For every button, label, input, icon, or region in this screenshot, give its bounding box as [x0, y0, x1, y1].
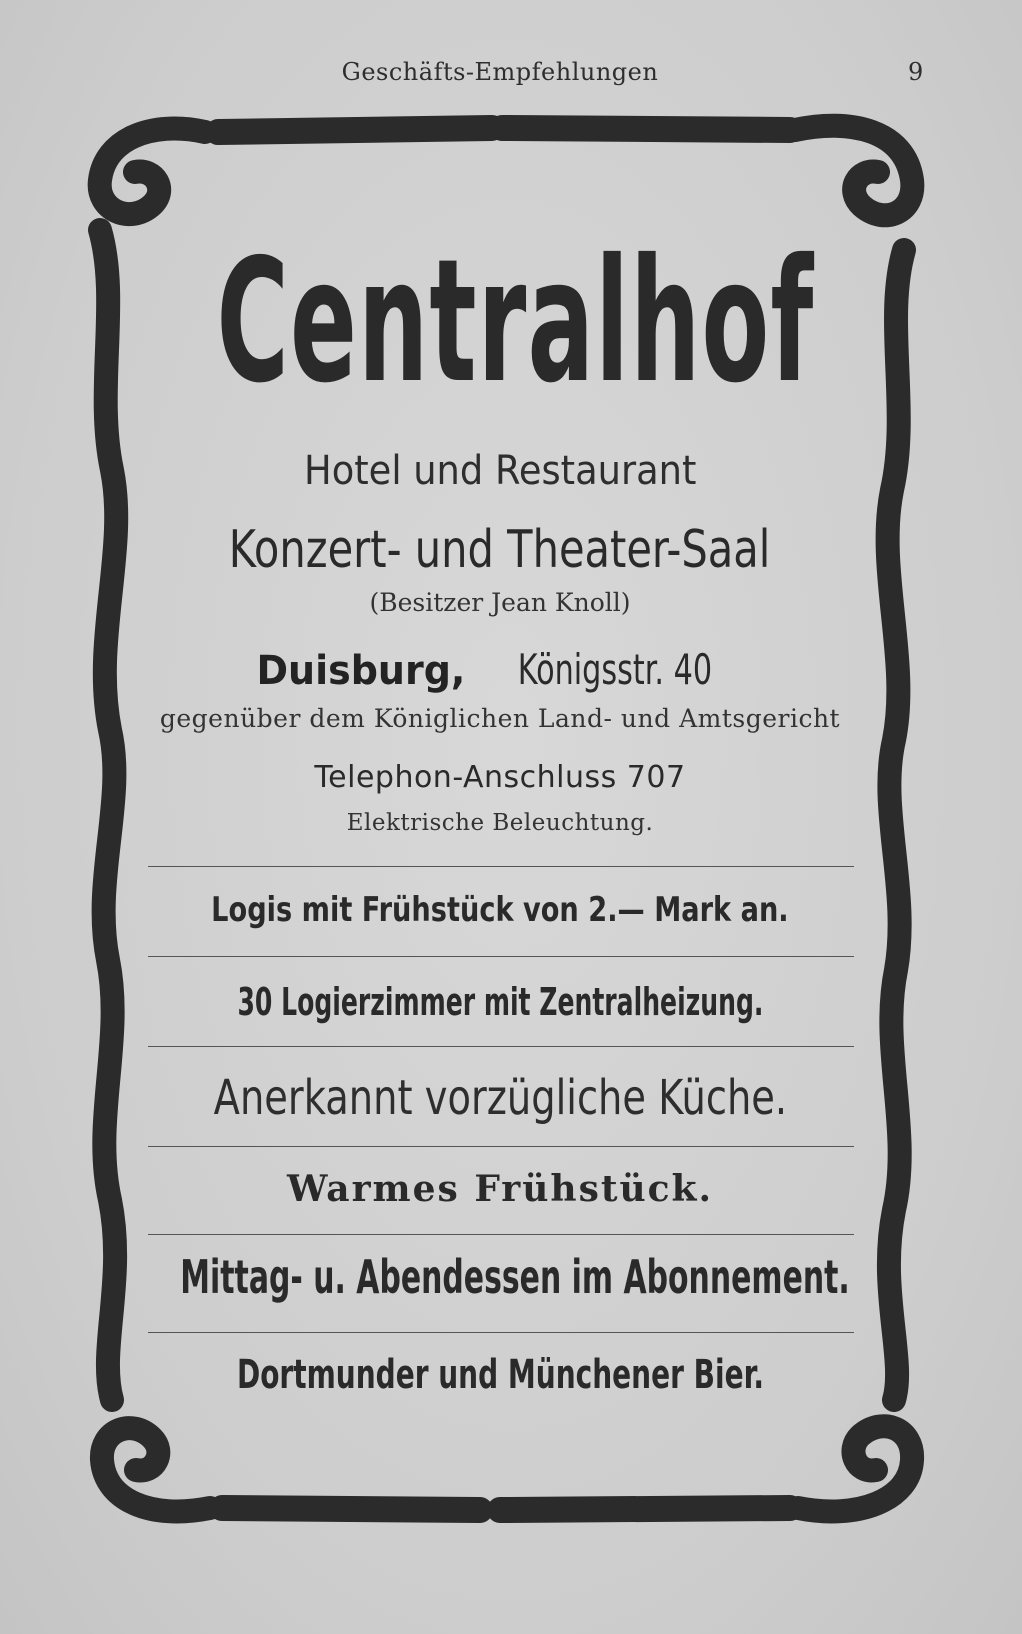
city-name: Duisburg, — [256, 648, 465, 694]
divider-rule — [148, 866, 854, 867]
offer-line — [0, 980, 1000, 1024]
location-note: gegenüber dem Königlichen Land- und Amtsgericht — [159, 704, 841, 733]
hotel-subtitle — [0, 448, 1000, 494]
offer-line — [0, 1070, 1000, 1126]
hotel-name — [0, 222, 1000, 422]
owner-line: (Besitzer Jean Knoll) — [369, 588, 631, 617]
lighting-note: Elektrische Beleuchtung. — [346, 810, 654, 836]
offer-line — [0, 1250, 1000, 1304]
offer-line — [0, 1168, 1000, 1210]
hotel-subtitle-text: Hotel und Restaurant — [303, 448, 697, 494]
hall-heading — [0, 520, 1000, 580]
frame-bottom-bar-right — [500, 1508, 790, 1510]
frame-scroll-bottom-left — [102, 1428, 210, 1511]
page-number: 9 — [908, 58, 924, 86]
offer-line — [0, 1352, 1000, 1398]
street-address: Königsstr. 40 — [517, 645, 712, 694]
offer-text: Logis mit Frühstück von 2.— Mark an. — [211, 890, 789, 930]
address-line — [0, 645, 1000, 705]
offer-text: Mittag- u. Abendessen im Abonnement. — [180, 1250, 850, 1304]
divider-rule — [148, 956, 854, 957]
divider-rule — [148, 1046, 854, 1047]
hotel-name-text: Centralhof — [216, 223, 815, 421]
offer-text: Dortmunder und Münchener Bier. — [236, 1352, 764, 1398]
offer-text: Anerkannt vorzügliche Küche. — [213, 1070, 787, 1126]
frame-scroll-bottom-right — [798, 1426, 912, 1511]
frame-scroll-top-right — [795, 126, 912, 216]
hall-heading-text: Konzert- und Theater-Saal — [229, 520, 771, 580]
telephone-line: Telephon-Anschluss 707 — [314, 760, 686, 795]
running-title: Geschäfts-Empfehlungen — [341, 58, 659, 86]
frame-bottom-bar-left — [222, 1508, 480, 1510]
divider-rule — [148, 1332, 854, 1333]
offer-line — [0, 890, 1000, 930]
frame-scroll-top-left — [100, 129, 205, 215]
divider-rule — [148, 1146, 854, 1147]
frame-top-bar-right — [502, 128, 790, 130]
offer-text: Warmes Frühstück. — [286, 1168, 714, 1210]
offer-text: 30 Logierzimmer mit Zentralheizung. — [237, 980, 763, 1024]
divider-rule — [148, 1234, 854, 1235]
frame-top-bar-left — [218, 128, 492, 132]
